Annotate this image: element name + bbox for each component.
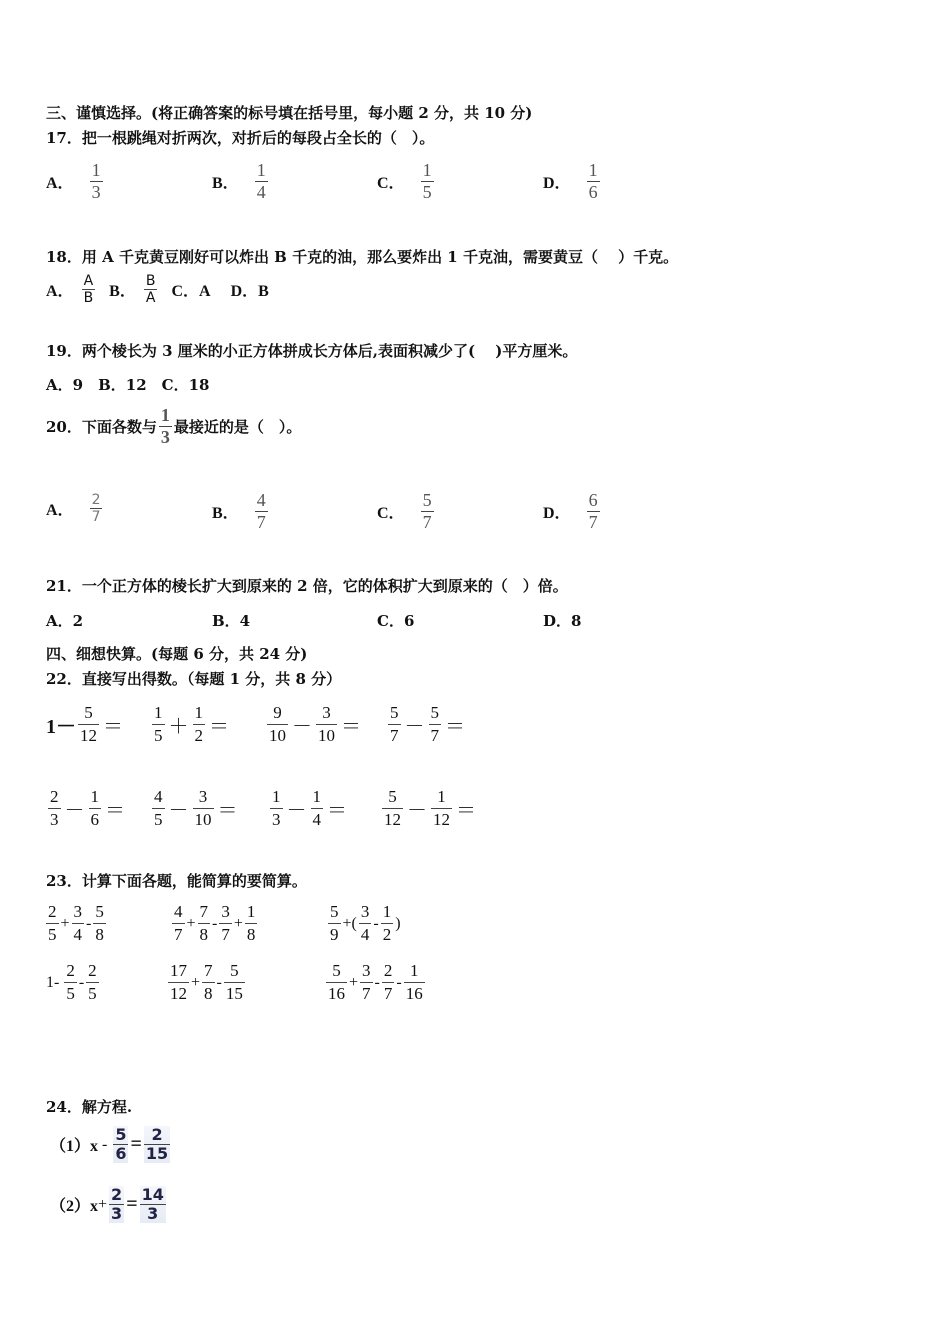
q17-option-b: B． $\frac{1}{4}$ [212, 160, 266, 202]
q21-option-d: D．8 [543, 612, 582, 630]
q17-option-a: A． $\frac{1}{3}$ [46, 160, 101, 202]
q23-expression-6: $\frac{5}{16}$ + $\frac{3}{7}$ - $\frac{2}{7}$ - $\frac{1}{16}$ [328, 961, 423, 1003]
q21-option-a: A．2 [46, 612, 84, 630]
q21-option-c: C．6 [377, 612, 415, 630]
q19-options: A．9 B．12 C．18 [46, 376, 210, 394]
question-21-stem: 21．一个正方体的棱长扩大到原来的 2 倍，它的体积扩大到原来的（ ）倍。 [46, 577, 568, 595]
q22-item-7: $\frac{1}{3}$ － $\frac{1}{4}$ ＝ [272, 787, 347, 829]
q17-option-d: D． $\frac{1}{6}$ [543, 160, 598, 202]
question-17-stem: 17．把一根跳绳对折两次，对折后的每段占全长的（ ）。 [46, 129, 435, 147]
q17-option-c: C． $\frac{1}{5}$ [377, 160, 432, 202]
q22-item-2: $\frac{1}{5}$ ＋ $\frac{1}{2}$ ＝ [154, 703, 229, 745]
q23-expression-1: $\frac{2}{5}$ + $\frac{3}{4}$ - $\frac{5}{8}$ [48, 902, 104, 944]
section-3-heading: 三、谨慎选择。(将正确答案的标号填在括号里，每小题 2 分，共 10 分) [46, 104, 533, 122]
q23-expression-4: 1 - $\frac{2}{5}$ - $\frac{2}{5}$ [46, 961, 97, 1003]
q20-option-d: D． $\frac{6}{7}$ [543, 490, 598, 532]
question-24-stem: 24．解方程. [46, 1098, 133, 1116]
question-19-stem: 19．两个棱长为 3 厘米的小正方体拼成长方体后,表面积减少了( )平方厘米。 [46, 342, 578, 360]
q22-item-1: 1－ $\frac{5}{12}$ ＝ [46, 703, 123, 745]
q22-item-5: $\frac{2}{3}$ － $\frac{1}{6}$ ＝ [50, 787, 125, 829]
q22-item-6: $\frac{4}{5}$ － $\frac{3}{10}$ ＝ [154, 787, 238, 829]
q20-option-c: C． $\frac{5}{7}$ [377, 490, 432, 532]
question-23-stem: 23．计算下面各题，能简算的要简算。 [46, 872, 307, 890]
q22-item-8: $\frac{5}{12}$ － $\frac{1}{12}$ ＝ [384, 787, 476, 829]
q20-option-b: B． $\frac{4}{7}$ [212, 490, 266, 532]
q23-expression-3: $\frac{5}{9}$ + ( $\frac{3}{4}$ - $\frac{1}{2}$ ) [330, 902, 401, 944]
q23-expression-5: $\frac{17}{12}$ + $\frac{7}{8}$ - $\frac{5}{15}$ [170, 961, 243, 1003]
question-20-stem: 20．下面各数与 $\frac{1}{3}$ 最接近的是（ ）。 [46, 405, 302, 447]
question-22-stem: 22．直接写出得数。（每题 1 分，共 8 分） [46, 670, 342, 688]
question-18-stem: 18．用 A 千克黄豆刚好可以炸出 B 千克的油，那么要炸出 1 千克油，需要黄豆（ ）千克。 [46, 248, 679, 266]
q24-equation-1: （1）x - $\frac{5}{6}$ = $\frac{2}{15}$ [50, 1125, 169, 1163]
q18-options: A． $\frac{A}{B}$ B． $\frac{B}{A}$ C．A D．B [46, 273, 269, 306]
q21-option-b: B．4 [212, 612, 251, 630]
q20-option-a: A． $\frac{2}{7}$ [46, 492, 101, 525]
q24-equation-2: （2）x + $\frac{2}{3}$ = $\frac{14}{3}$ [50, 1185, 164, 1223]
q22-item-4: $\frac{5}{7}$ － $\frac{5}{7}$ ＝ [390, 703, 465, 745]
q23-expression-2: $\frac{4}{7}$ + $\frac{7}{8}$ - $\frac{3}{7}$ + $\frac{1}{8}$ [174, 902, 256, 944]
section-4-heading: 四、细想快算。(每题 6 分，共 24 分) [46, 645, 308, 663]
q22-item-3: $\frac{9}{10}$ － $\frac{3}{10}$ ＝ [269, 703, 361, 745]
